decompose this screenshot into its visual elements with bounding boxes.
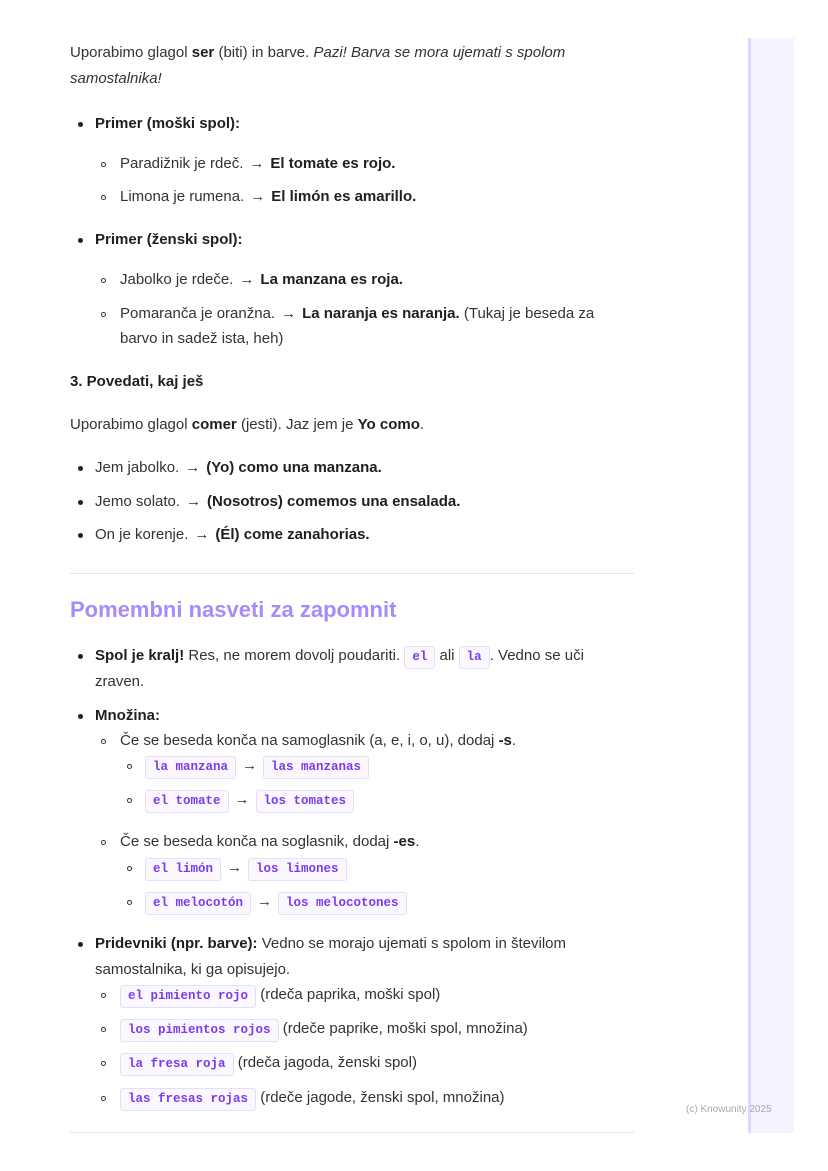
sub-sub-bullet bbox=[127, 866, 132, 871]
masc-title: Primer (moški spol): bbox=[95, 115, 241, 132]
sub-sub-bullet bbox=[127, 764, 132, 769]
plural-example-2: el tomate → los tomates bbox=[145, 790, 354, 813]
bullet bbox=[78, 500, 83, 505]
sub-bullet bbox=[101, 993, 106, 998]
code-la: la bbox=[459, 646, 490, 669]
section-3-heading: 3. Povedati, kaj ješ bbox=[70, 373, 204, 390]
adjectives-tip: Pridevniki (npr. barve): Vedno se morajo ujemati s spolom in številom bbox=[95, 935, 567, 952]
eat-example-2: Jemo solato. → (Nosotros) comemos una ensalada. bbox=[95, 493, 461, 510]
adjectives-tip-continuation: samostalnika, ki ga opisujejo. bbox=[95, 961, 291, 978]
fem-title: Primer (ženski spol): bbox=[95, 231, 243, 248]
sub-bullet bbox=[101, 162, 106, 167]
plural-example-1: la manzana → las manzanas bbox=[145, 756, 369, 779]
code-el: el bbox=[404, 646, 435, 669]
fem-example-2: Pomaranča je oranžna. → La naranja es naranja. (Tukaj je beseda za bbox=[120, 305, 595, 322]
adjective-example-3: la fresa roja (rdeča jagoda, ženski spol) bbox=[120, 1053, 417, 1076]
bullet bbox=[78, 714, 83, 719]
sub-bullet bbox=[101, 840, 106, 845]
sub-sub-bullet bbox=[127, 900, 132, 905]
plural-example-3: el limón → los limones bbox=[145, 858, 347, 881]
sub-sub-bullet bbox=[127, 798, 132, 803]
sub-bullet bbox=[101, 1096, 106, 1101]
sub-bullet bbox=[101, 739, 106, 744]
plural-title: Množina: bbox=[95, 707, 160, 724]
adjective-example-4: las fresas rojas (rdeče jagode, ženski spol, množina) bbox=[120, 1088, 505, 1111]
bullet bbox=[78, 942, 83, 947]
gender-tip-continuation: zraven. bbox=[95, 673, 145, 690]
section-3-intro: Uporabimo glagol comer (jesti). Jaz jem je Yo como. bbox=[70, 416, 425, 433]
sub-bullet bbox=[101, 1061, 106, 1066]
bullet bbox=[78, 533, 83, 538]
fem-example-1: Jabolko je rdeče. → La manzana es roja. bbox=[120, 271, 403, 288]
sub-bullet bbox=[101, 1027, 106, 1032]
divider bbox=[70, 573, 634, 574]
eat-example-3: On je korenje. → (Él) come zanahorias. bbox=[95, 526, 370, 543]
masc-example-1: Paradižnik je rdeč. → El tomate es rojo. bbox=[120, 155, 396, 172]
adjective-example-2: los pimientos rojos (rdeče paprike, moški spol, množina) bbox=[120, 1019, 528, 1042]
side-panel bbox=[748, 38, 794, 1133]
divider bbox=[70, 1132, 634, 1133]
plural-consonant-rule: Če se beseda konča na soglasnik, dodaj -es. bbox=[120, 833, 420, 850]
bullet bbox=[78, 122, 83, 127]
bullet bbox=[78, 238, 83, 243]
bullet bbox=[78, 466, 83, 471]
sub-bullet bbox=[101, 312, 106, 317]
tips-heading: Pomembni nasveti za zapomnit bbox=[70, 597, 397, 622]
verb-ser: ser bbox=[191, 44, 215, 61]
watermark: (c) Knowunity 2025 bbox=[686, 1104, 772, 1115]
fem-example-2-continuation: barvo in sadež ista, heh) bbox=[120, 330, 284, 347]
sub-bullet bbox=[101, 195, 106, 200]
adjective-example-1: el pimiento rojo (rdeča paprika, moški spol) bbox=[120, 985, 440, 1008]
eat-example-1: Jem jabolko. → (Yo) como una manzana. bbox=[95, 459, 382, 476]
sub-bullet bbox=[101, 278, 106, 283]
gender-tip: Spol je kralj! Res, ne morem dovolj poudariti. el ali la . Vedno se uči bbox=[95, 646, 584, 669]
masc-example-2: Limona je rumena. → El limón es amarillo. bbox=[120, 188, 417, 205]
intro-paragraph: Uporabimo glagol ser (biti) in barve. Pazi! Barva se mora ujemati s spolom samostalnika! bbox=[70, 44, 566, 87]
bullet bbox=[78, 654, 83, 659]
intro-note: Pazi! Barva se mora ujemati s spolom bbox=[313, 44, 566, 61]
plural-vowel-rule: Če se beseda konča na samoglasnik (a, e, i, o, u), dodaj -s. bbox=[120, 732, 517, 749]
plural-example-4: el melocotón → los melocotones bbox=[145, 892, 407, 915]
